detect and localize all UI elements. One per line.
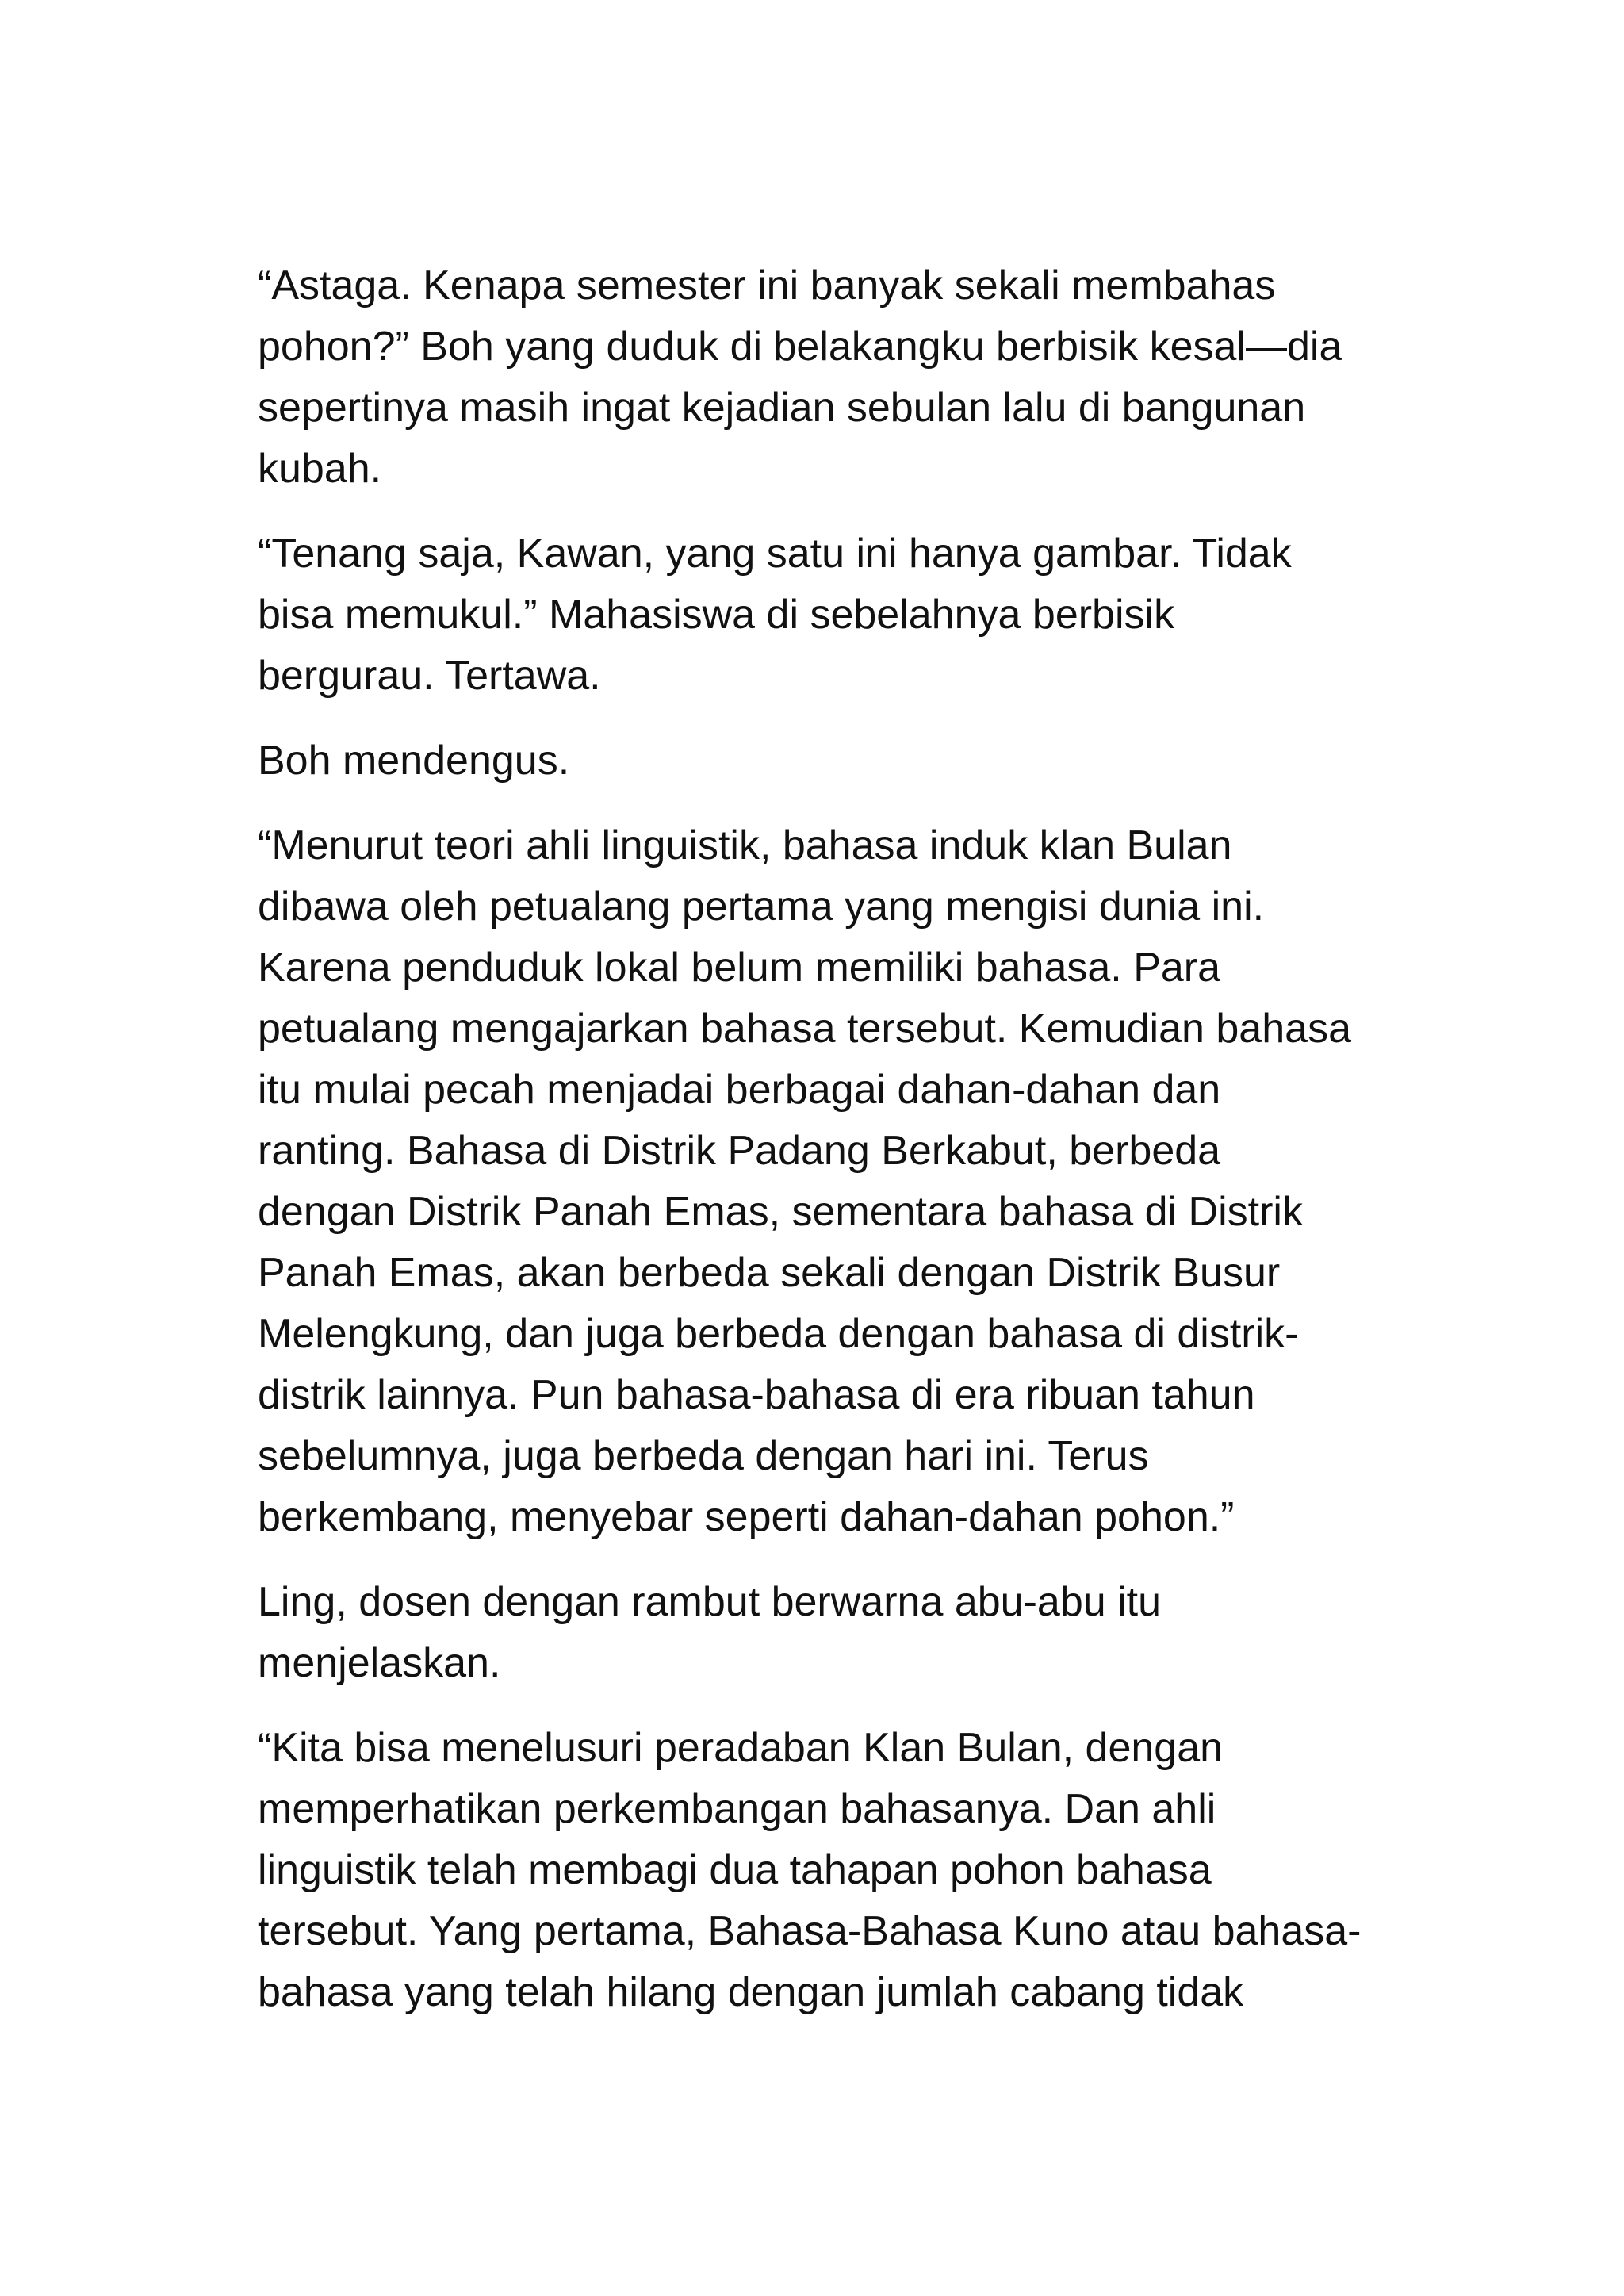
text-line: “Kita bisa menelusuri peradaban Klan Bulan, dengan (258, 1725, 1224, 1771)
text-line: petualang mengajarkan bahasa tersebut. Kemudian bahasa (258, 1006, 1351, 1052)
text-line: Panah Emas, akan berbeda sekali dengan Distrik Busur (258, 1250, 1281, 1296)
text-line: dengan Distrik Panah Emas, sementara bahasa di Distrik (258, 1189, 1303, 1235)
text-line: dibawa oleh petualang pertama yang mengisi dunia ini. (258, 884, 1265, 930)
text-line: bahasa yang telah hilang dengan jumlah cabang tidak (258, 1969, 1244, 2015)
text-line: Ling, dosen dengan rambut berwarna abu-abu itu (258, 1579, 1162, 1625)
text-line: bisa memukul.” Mahasiswa di sebelahnya berbisik (258, 592, 1175, 638)
text-line: tersebut. Yang pertama, Bahasa-Bahasa Kuno atau bahasa- (258, 1908, 1362, 1954)
text-line: linguistik telah membagi dua tahapan pohon bahasa (258, 1847, 1212, 1893)
paragraph-2 (258, 523, 1384, 707)
text-line: Karena penduduk lokal belum memiliki bahasa. Para (258, 945, 1221, 991)
text-line: pohon?” Boh yang duduk di belakangku berbisik kesal—dia (258, 324, 1342, 370)
text-line: menjelaskan. (258, 1640, 501, 1686)
text-line: itu mulai pecah menjadai berbagai dahan-dahan dan (258, 1067, 1221, 1113)
paragraph-3 (258, 730, 1384, 792)
text-line: “Menurut teori ahli linguistik, bahasa induk klan Bulan (258, 822, 1232, 868)
text-line: “Astaga. Kenapa semester ini banyak sekali membahas (258, 263, 1276, 309)
text-line: Boh mendengus. (258, 738, 570, 784)
paragraph-5 (258, 1572, 1384, 1694)
text-line: sebelumnya, juga berbeda dengan hari ini. Terus (258, 1433, 1149, 1479)
text-line: Melengkung, dan juga berbeda dengan bahasa di distrik- (258, 1311, 1299, 1357)
text-line: kubah. (258, 446, 382, 492)
text-line: bergurau. Tertawa. (258, 653, 601, 699)
text-line: sepertinya masih ingat kejadian sebulan lalu di bangunan (258, 385, 1306, 431)
body-text (258, 255, 1384, 2047)
text-line: memperhatikan perkembangan bahasanya. Dan ahli (258, 1786, 1216, 1832)
text-line: distrik lainnya. Pun bahasa-bahasa di era ribuan tahun (258, 1372, 1255, 1418)
text-line: “Tenang saja, Kawan, yang satu ini hanya gambar. Tidak (258, 531, 1292, 577)
paragraph-1 (258, 255, 1384, 500)
paragraph-4 (258, 815, 1384, 1548)
paragraph-6 (258, 1718, 1384, 2023)
text-line: berkembang, menyebar seperti dahan-dahan pohon.” (258, 1494, 1235, 1540)
text-line: ranting. Bahasa di Distrik Padang Berkabut, berbeda (258, 1128, 1221, 1174)
